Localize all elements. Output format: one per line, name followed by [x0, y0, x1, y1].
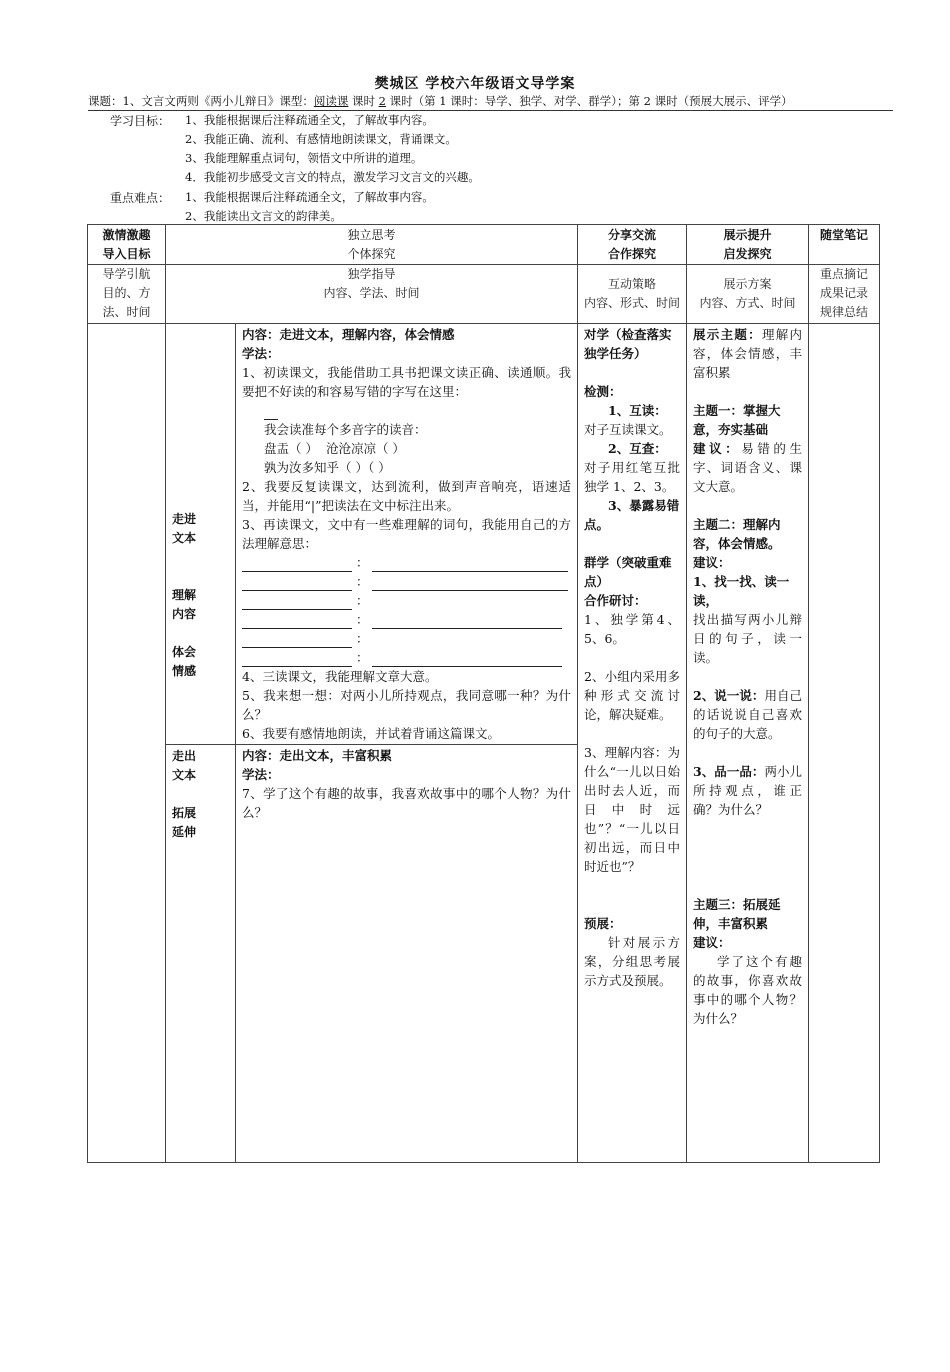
difficulties-label: 重点难点： — [110, 191, 171, 205]
task-5: 5、我来想一想：对两小儿所持观点，我同意哪一种？为什么？ — [242, 688, 572, 722]
writing-blank[interactable] — [264, 406, 278, 420]
goal-item: 4．我能初步感受文言文的特点，激发学习文言文的兴趣。 — [185, 170, 480, 184]
lesson-plan-table — [87, 224, 880, 1163]
row2-side: 走出 文本 拓展 延伸 — [166, 745, 236, 1163]
goal-item: 1、我能根据课后注释疏通全文，了解故事内容。 — [185, 113, 434, 127]
header-show: 展示提升 启发探究 — [687, 225, 809, 265]
independent-study-cell — [236, 324, 578, 745]
meta-mid: 课时 — [348, 94, 379, 108]
task-7: 7、学了这个有趣的故事，我喜欢故事中的哪个人物？为什么？ — [242, 786, 572, 820]
task-4: 4、三读课文，我能理解文章大意。 — [242, 669, 438, 684]
subheader-share: 互动策略 内容、形式、时间 — [578, 265, 687, 324]
answer-line: ： — [242, 591, 571, 610]
guide-cell — [88, 324, 166, 1163]
header-share: 分享交流 合作探究 — [578, 225, 687, 265]
header-independent: 独立思考 个体探究 — [166, 225, 578, 265]
theme-three: 主题三：拓展延伸，丰富积累 — [693, 897, 781, 931]
pronunciation-intro: 我会读准每个多音字的读音： — [264, 422, 427, 437]
task-6: 6、我要有感情地朗读，并试着背诵这篇课文。 — [242, 726, 500, 741]
subheader-show: 展示方案 内容、方式、时间 — [687, 265, 809, 324]
subheader-notes: 重点摘记 成果记录 规律总结 — [809, 265, 880, 324]
share-cell: 对学（检查落实独学任务） 检测： 1、互读： 对子互读课文。 2、互查： 对子用红笔互批独学 1、2、3。 3、暴露易错点。 群学（突破重难点） 合作研讨： 1、独学第4、5、6。 2、小组内采用多种形式交流讨论，解决疑难。 3、理解内容：为什么“一儿以日始出时去人近，而日中时远也”？“一儿以日初出远，而日中时近也”？ 预展： 针对展示方案，分组思考展示方式及预展。 — [578, 324, 687, 1163]
difficulty-item: 2、我能读出文言文的韵律美。 — [185, 209, 342, 223]
task-2: 2、我要反复读课文，达到流利，做到声音响亮，语速适当，并能用“|”把读法在文中标注出来。 — [242, 479, 572, 513]
group-study-title: 群学（突破重难点） — [584, 555, 672, 589]
meta-prefix: 课题：1、文言文两则《两小儿辩日》课型： — [88, 94, 314, 108]
goal-item: 2、我能正确、流利、有感情地朗读课文，背诵课文。 — [185, 132, 457, 146]
lesson-meta — [88, 93, 893, 111]
subheader-guide: 导学引航 目的、方 法、时间 — [88, 265, 166, 324]
answer-line: ： — [242, 572, 571, 591]
meta-suffix: 课时（第 1 课时：导学、独学、对学、群学）；第 2 课时（预展大展示、评学） — [385, 94, 793, 108]
notes-cell[interactable] — [809, 324, 880, 1163]
goals-label: 学习目标： — [110, 114, 171, 128]
header-intro: 激情激趣 导入目标 — [88, 225, 166, 265]
goal-item: 3、我能理解重点词句，领悟文中所讲的道理。 — [185, 151, 423, 165]
task-1: 1、初读课文，我能借助工具书把课文读正确、读通顺。我要把不好读的和容易写错的字写在这里： — [242, 365, 572, 399]
task-3: 3、再读课文，文中有一些难理解的词句，我能用自己的方法理解意思： — [242, 517, 572, 551]
subheader-independent: 独学指导 内容、学法、时间 — [166, 265, 578, 324]
header-notes: 随堂笔记 — [809, 225, 880, 265]
page-title: 樊城区 学校六年级语文导学案 — [374, 76, 576, 92]
pronunciation-line: 孰为汝多知乎（ ）（ ） — [264, 460, 391, 475]
difficulty-item: 1、我能根据课后注释疏通全文，了解故事内容。 — [185, 190, 434, 204]
answer-line: ： — [242, 648, 571, 667]
extension-cell: 内容：走出文本，丰富积累 学法： 7、学了这个有趣的故事，我喜欢故事中的哪个人物？为什么？ — [236, 745, 578, 1163]
show-cell: 展示主题：理解内容，体会情感，丰富积累 主题一：掌握大意，夯实基础 建议：易错的生字、词语含义、课文大意。 主题二：理解内容，体会情感。 建议： 1、找一找、读一读， 找出描写两小儿辩日的句子，读一读。 2、说一说：用自己的话说说自己喜欢的句子的大意。 3、品一品：两小儿所持观点，谁正确？为什么？ 主题三：拓展延伸，丰富积累 建议： 学了这个有趣的故事，你喜欢故事中的哪个人物？为什么？ — [687, 324, 809, 1163]
theme-one: 主题一：掌握大意，夯实基础 — [693, 403, 781, 437]
answer-line: ： — [242, 629, 571, 648]
answer-line: ： — [242, 610, 571, 629]
meta-hours: 2 — [378, 94, 386, 108]
check-label: 检测： — [584, 384, 622, 399]
answer-line: ： — [242, 553, 571, 572]
row1-side: 走进 文本 理解 内容 体会 情感 — [166, 324, 236, 745]
theme-two: 主题二：理解内容，体会情感。 — [693, 517, 781, 551]
pair-study-title: 对学（检查落实独学任务） — [584, 327, 672, 361]
meta-type: 阅读课 — [313, 94, 349, 108]
content-heading: 内容：走进文本，理解内容，体会情感 — [242, 327, 455, 342]
preview-label: 预展： — [584, 916, 622, 931]
method-heading: 学法： — [242, 346, 280, 361]
pronunciation-line: 盘盂（ ） 沧沧凉凉（ ） — [264, 441, 405, 456]
